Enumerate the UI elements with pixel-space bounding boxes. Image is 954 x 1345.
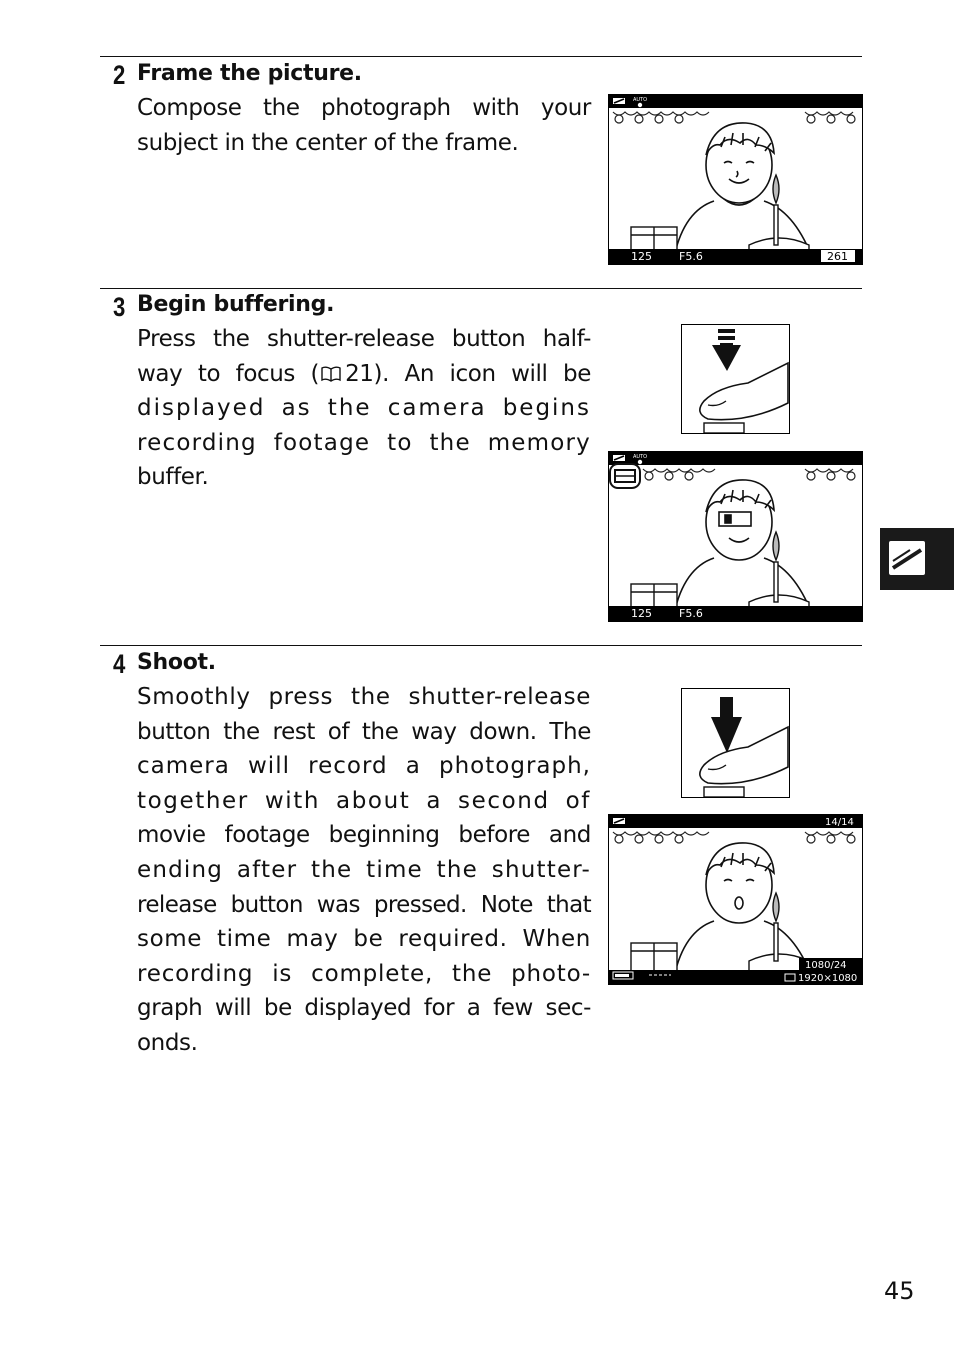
text-line: Press the shutter-release button half- (137, 326, 591, 352)
book-icon (320, 365, 342, 383)
text-line: recording is complete, the photo- (137, 960, 591, 987)
playback-review (608, 814, 863, 985)
divider-step-4 (100, 645, 862, 646)
divider-step-3 (100, 288, 862, 289)
text-line: ending after the time the shutter- (137, 856, 591, 883)
text-line: recording footage to the memory (137, 429, 591, 456)
shutter-half-press-icon (681, 324, 790, 434)
step-4-title: Shoot. (137, 650, 216, 675)
text-line: button the rest of the way down. The (137, 718, 591, 745)
text-line: together with about a second of (137, 787, 591, 814)
page-ref[interactable]: 21 (345, 360, 374, 387)
text-line: release button was pressed. Note that (137, 891, 591, 918)
viewfinder-frame-picture (608, 94, 863, 265)
aperture-readout: F5.6 (679, 607, 703, 620)
shutter-full-press-icon (681, 688, 790, 798)
mode-label: AUTO (633, 97, 648, 103)
frame-size: 1920×1080 (798, 973, 858, 984)
chapter-tab[interactable] (880, 528, 954, 590)
text-line: Smoothly press the shutter-release (137, 684, 591, 710)
text-line-with-ref (137, 357, 591, 392)
text-line: Compose the photograph with your (137, 95, 591, 121)
step-3-number: 3 (113, 292, 126, 322)
step-2-number: 2 (113, 60, 126, 90)
step-3-title: Begin buffering. (137, 292, 335, 317)
step-2-body (137, 91, 591, 160)
text-line: buffer. (137, 464, 209, 491)
step-4-body (137, 680, 591, 1061)
shots-remaining: 261 (827, 250, 848, 263)
motion-snapshot-tab-icon (880, 528, 954, 590)
shutter-speed-readout: 125 (631, 607, 652, 620)
text-fragment: way to focus ( (137, 360, 320, 387)
page-number: 45 (884, 1277, 915, 1305)
viewfinder-buffering (608, 451, 863, 622)
text-line: onds. (137, 1029, 198, 1056)
text-fragment: ). An icon will be (373, 360, 591, 387)
shutter-speed-readout: 125 (631, 250, 652, 263)
text-line: subject in the center of the frame. (137, 129, 519, 156)
divider-step-2 (100, 56, 862, 57)
mode-label: AUTO (633, 454, 648, 460)
step-2-title: Frame the picture. (137, 61, 362, 86)
text-line: movie footage beginning before and (137, 822, 591, 849)
frame-counter: 14/14 (825, 817, 854, 828)
step-3-body (137, 322, 591, 495)
aperture-readout: F5.6 (679, 250, 703, 263)
text-line: some time may be required. When (137, 926, 591, 953)
text-line: displayed as the camera begins (137, 395, 591, 422)
text-line: camera will record a photograph, (137, 753, 591, 780)
movie-format: 1080/24 (805, 960, 847, 971)
text-line: graph will be displayed for a few sec- (137, 995, 591, 1022)
step-4-number: 4 (113, 649, 126, 679)
